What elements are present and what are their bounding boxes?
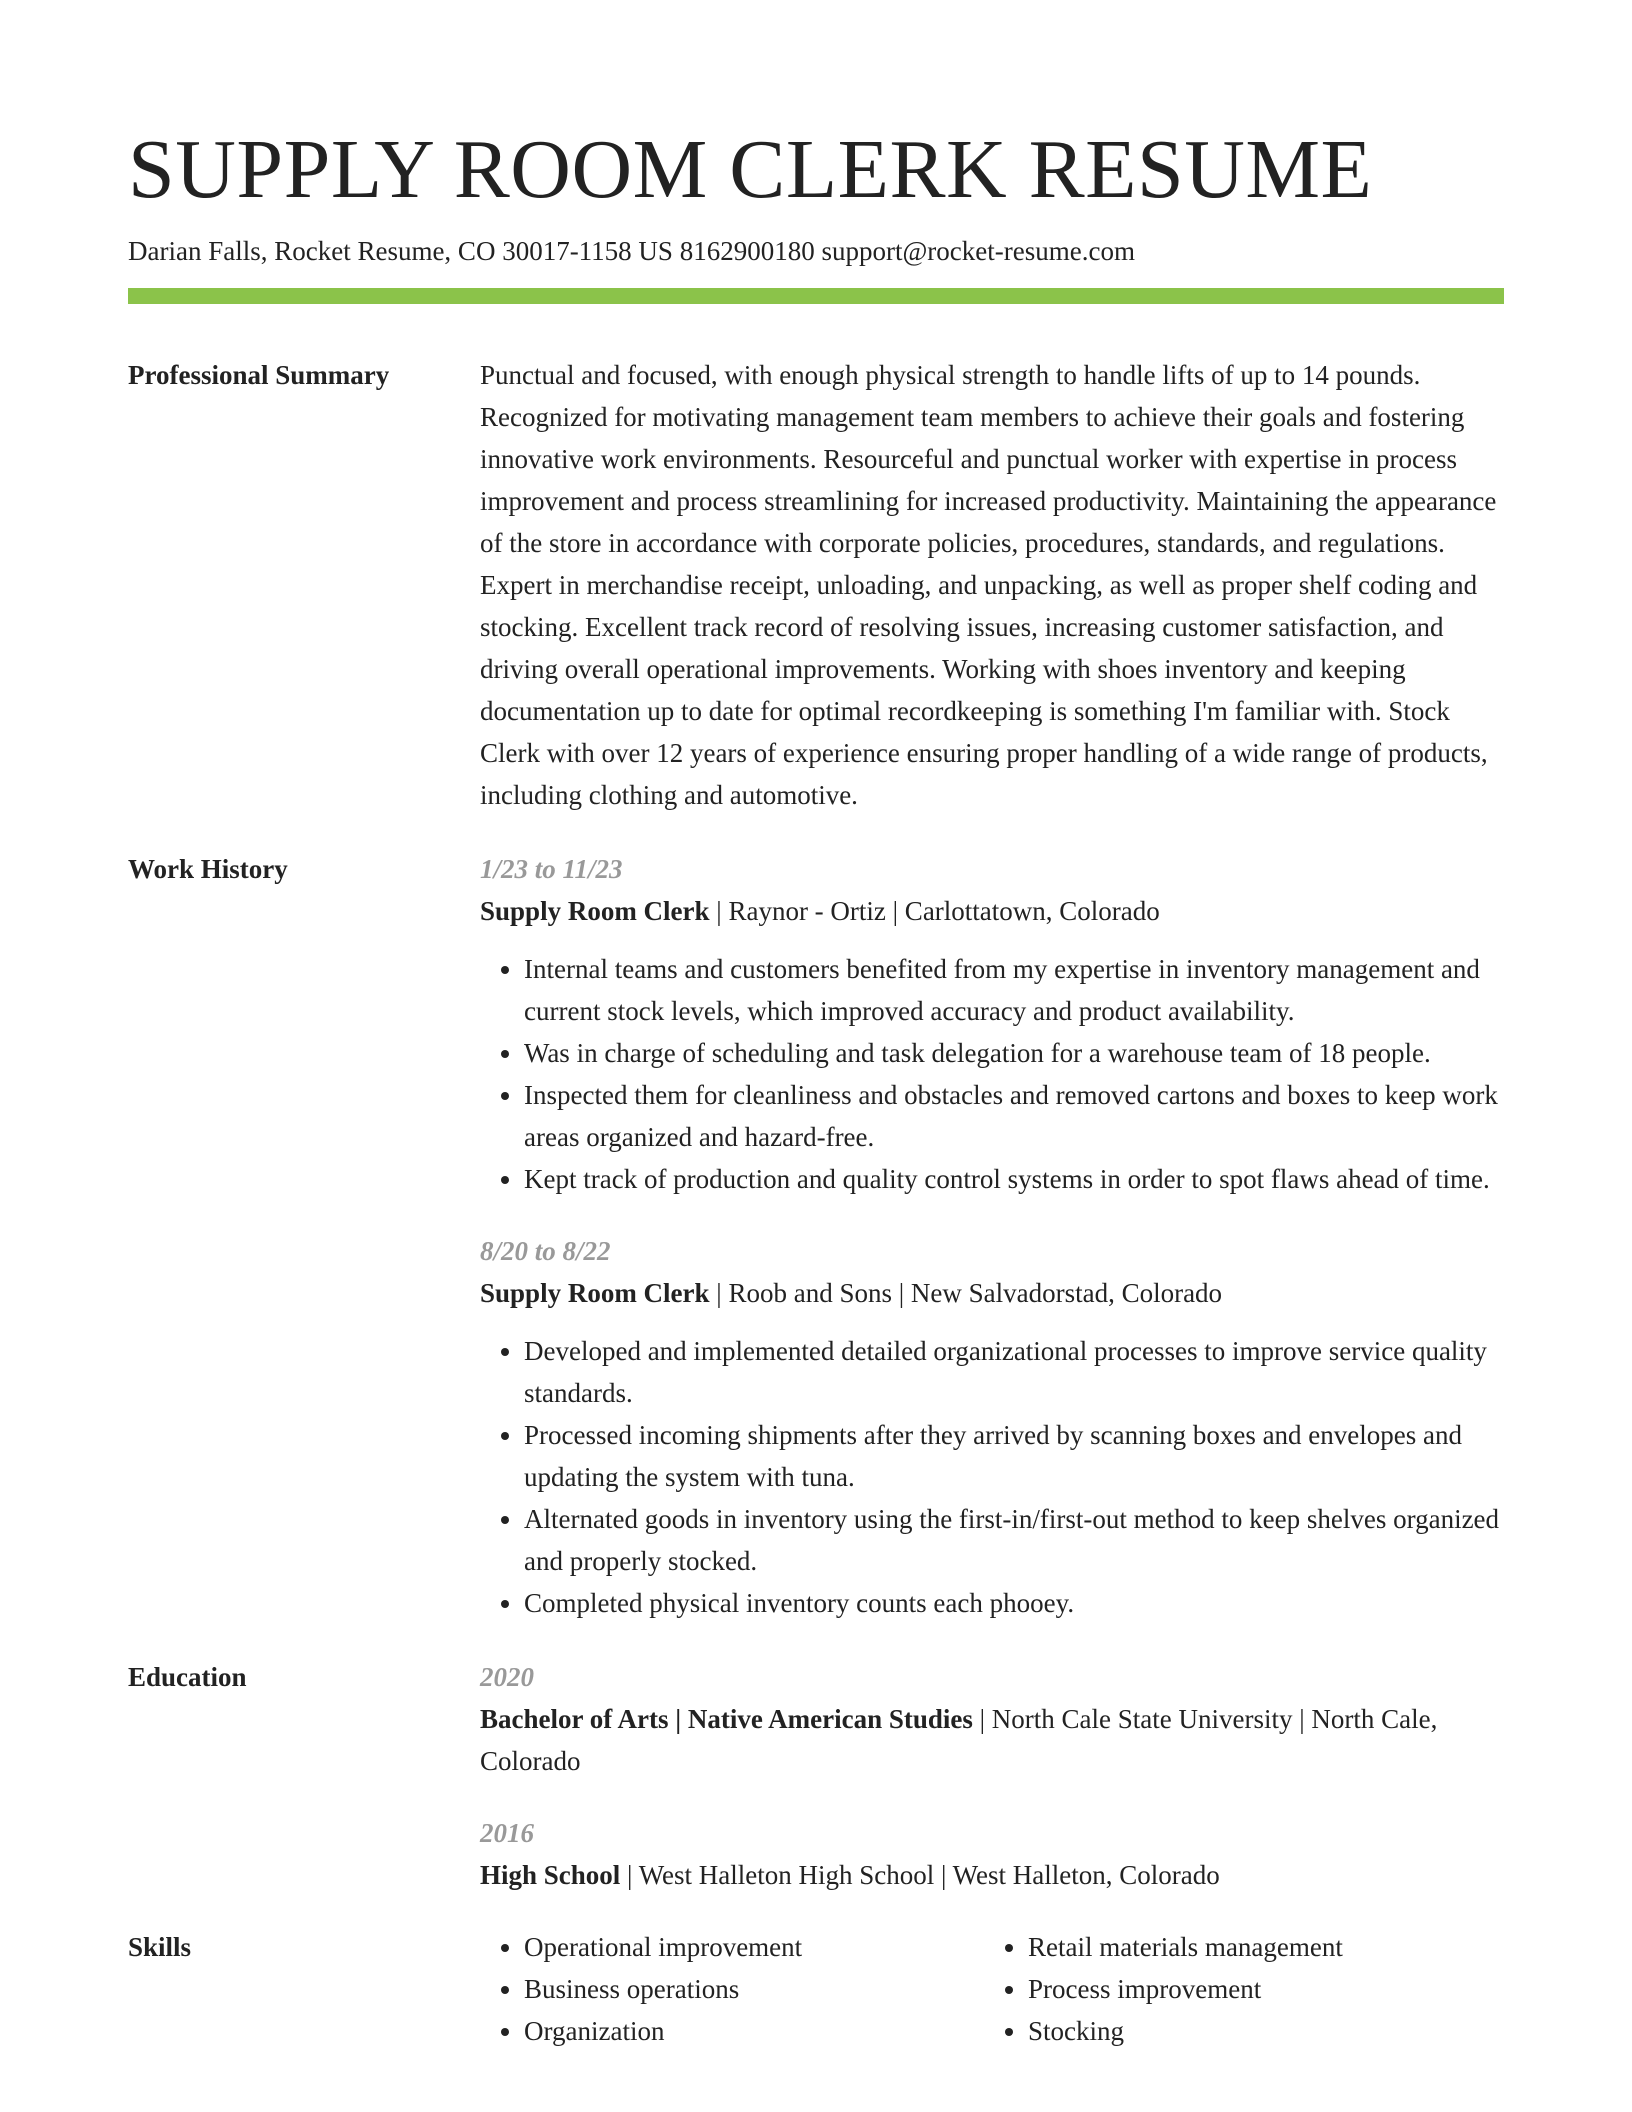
job-role-line xyxy=(480,1272,1504,1314)
skill-item: • Process improvement xyxy=(1028,1968,1488,2010)
skill-item: • Retail materials management xyxy=(1028,1926,1488,1968)
contact-line: Darian Falls, Rocket Resume, CO 30017-1158 US 8162900180 support@rocket-resume.com xyxy=(128,236,1135,266)
resume-title: SUPPLY ROOM CLERK RESUME xyxy=(128,123,1373,216)
job-date: 8/20 to 8/22 xyxy=(480,1236,611,1266)
education-line xyxy=(480,1854,1504,1896)
job-role-line xyxy=(480,890,1504,932)
education-body xyxy=(480,1656,1504,1896)
skill-item: • Stocking xyxy=(1028,2010,1488,2052)
job-details: | Roob and Sons | New Salvadorstad, Colorado xyxy=(709,1278,1223,1308)
education-details: | North Cale State University | North Cale, Colorado xyxy=(480,1704,1438,1776)
education-section xyxy=(128,1656,1504,1896)
accent-divider xyxy=(128,288,1504,304)
skill-item: • Business operations xyxy=(524,1968,984,2010)
education-line xyxy=(480,1698,1504,1782)
skill-item: • Operational improvement xyxy=(524,1926,984,1968)
job-entry xyxy=(480,848,1504,1200)
skill-item: • Organization xyxy=(524,2010,984,2052)
job-title: Supply Room Clerk xyxy=(480,1278,710,1308)
skills-body xyxy=(480,1926,1504,2052)
skills-list-left xyxy=(480,1926,984,2052)
job-details: | Raynor - Ortiz | Carlottatown, Colorado xyxy=(709,896,1160,926)
skills-columns xyxy=(480,1926,1504,2052)
education-date: 2020 xyxy=(480,1662,534,1692)
summary-text: Punctual and focused, with enough physical strength to handle lifts of up to 14 pounds. Recognized for motivating management team members to achieve their goals and fostering innovative work environments. Resourceful and punctual worker with expertise in process improvement and process streamlining for increased productivity. Maintaining the appearance of the store in accordance with corporate policies, procedures, standards, and regulations. Expert in merchandise receipt, unloading, and unpacking, as well as proper shelf coding and stocking. Excellent track record of resolving issues, increasing customer satisfaction, and driving overall operational improvements. Working with shoes inventory and keeping documentation up to date for optimal recordkeeping is something I'm familiar with. Stock Clerk with over 12 years of experience ensuring proper handling of a wide range of products, including clothing and automotive. xyxy=(480,360,1497,810)
job-title: Supply Room Clerk xyxy=(480,896,710,926)
skills-section xyxy=(128,1926,1504,2052)
job-bullet: • Completed physical inventory counts each phooey. xyxy=(524,1582,1504,1624)
job-bullet: • Alternated goods in inventory using the first-in/first-out method to keep shelves organized and properly stocked. xyxy=(524,1498,1504,1582)
job-bullets xyxy=(480,1330,1504,1624)
resume-page xyxy=(128,118,1504,2052)
job-bullet: • Kept track of production and quality control systems in order to spot flaws ahead of time. xyxy=(524,1158,1504,1200)
job-bullet: • Developed and implemented detailed organizational processes to improve service quality standards. xyxy=(524,1330,1504,1414)
job-bullet: • Inspected them for cleanliness and obstacles and removed cartons and boxes to keep work areas organized and hazard-free. xyxy=(524,1074,1504,1158)
work-history-section xyxy=(128,848,1504,1624)
job-bullet: • Processed incoming shipments after they arrived by scanning boxes and envelopes and updating the system with tuna. xyxy=(524,1414,1504,1498)
education-entry xyxy=(480,1656,1504,1782)
job-bullet: • Internal teams and customers benefited from my expertise in inventory management and current stock levels, which improved accuracy and product availability. xyxy=(524,948,1504,1032)
education-entry xyxy=(480,1812,1504,1896)
section-label-education: Education xyxy=(128,1662,247,1692)
section-label-skills: Skills xyxy=(128,1932,192,1962)
education-details: | West Halleton High School | West Halleton, Colorado xyxy=(620,1860,1220,1890)
job-bullets xyxy=(480,948,1504,1200)
job-date: 1/23 to 11/23 xyxy=(480,854,623,884)
job-bullet: • Was in charge of scheduling and task delegation for a warehouse team of 18 people. xyxy=(524,1032,1504,1074)
education-date: 2016 xyxy=(480,1818,534,1848)
section-label-summary: Professional Summary xyxy=(128,360,390,390)
education-degree: Bachelor of Arts | Native American Studies xyxy=(480,1704,973,1734)
work-history-body xyxy=(480,848,1504,1624)
job-entry xyxy=(480,1230,1504,1624)
summary-section xyxy=(128,354,1504,816)
section-label-work-history: Work History xyxy=(128,854,288,884)
education-degree: High School xyxy=(480,1860,621,1890)
skills-list-right xyxy=(984,1926,1488,2052)
